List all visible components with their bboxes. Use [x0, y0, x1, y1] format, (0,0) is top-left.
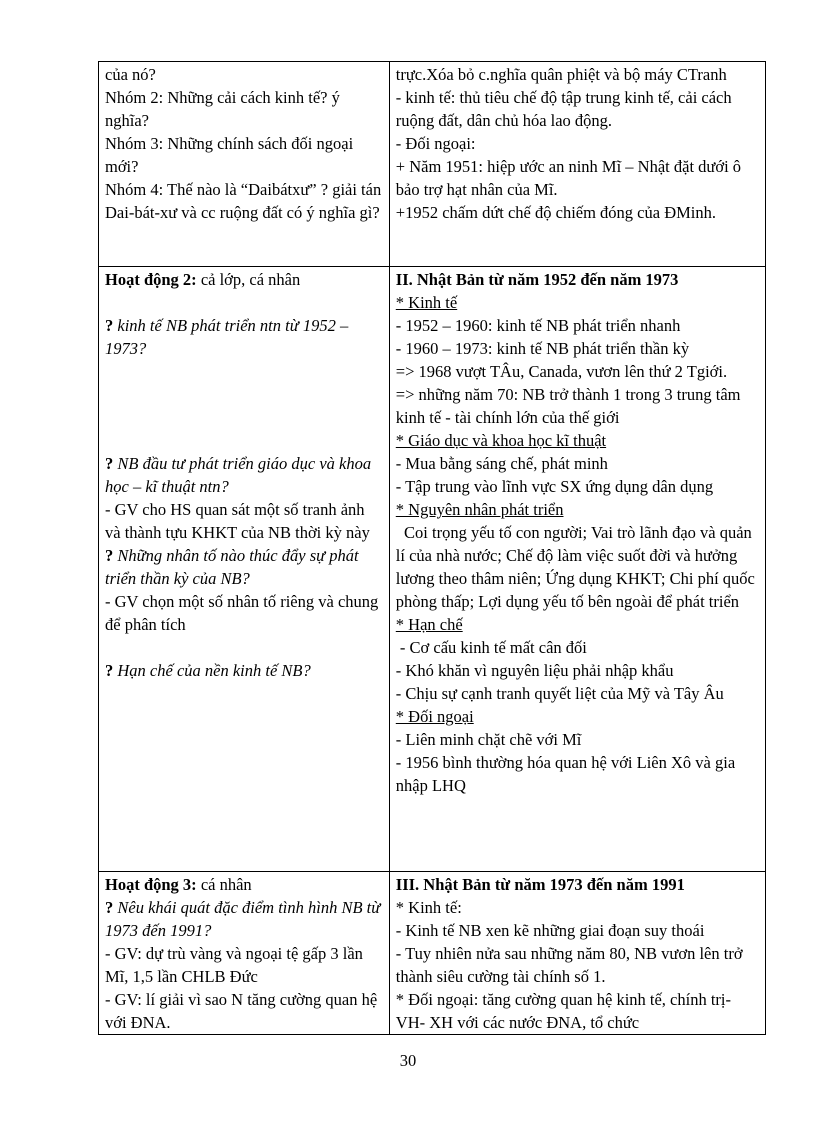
text-line: - 1952 – 1960: kinh tế NB phát triển nhanh	[395, 316, 681, 335]
table-row	[99, 872, 766, 1035]
question-text: NB đầu tư phát triển giáo dục và khoa học – kĩ thuật ntn?	[105, 454, 372, 496]
question-text: Hạn chế của nền kinh tế NB?	[113, 661, 311, 680]
activity-mode: cả lớp, cá nhân	[196, 270, 301, 289]
text-line: + Năm 1951: hiệp ước an ninh Mĩ – Nhật đặt dưới ô bảo trợ hạt nhân của Mĩ.	[395, 157, 742, 199]
text-paragraph: Coi trọng yếu tố con người; Vai trò lãnh đạo và quản lí của nhà nước; Chế độ làm việc suốt đời và hưởng lương theo thâm niên; Ứng dụng KHKT; Chi phí quốc phòng thấp; Lợi dụng yếu tố bên ngoài để phát triển	[395, 523, 759, 611]
question-mark: ?	[105, 546, 114, 565]
text-line: - kinh tế: thủ tiêu chế độ tập trung kinh tế, cải cách ruộng đất, dân chủ hóa lao động.	[395, 88, 732, 130]
text-line: - Tuy nhiên nửa sau những năm 80, NB vươn lên trở thành siêu cường tài chính số 1.	[395, 944, 743, 986]
teacher-note: - GV: lí giải vì sao N tăng cường quan hệ với ĐNA.	[105, 990, 378, 1032]
teacher-note: - GV chọn một số nhân tố riêng và chung để phân tích	[105, 592, 379, 634]
section-heading: II. Nhật Bản từ năm 1952 đến năm 1973	[395, 270, 679, 289]
question	[105, 659, 383, 682]
subsection-title: * Kinh tế	[395, 293, 458, 312]
text-line: - Chịu sự cạnh tranh quyết liệt của Mỹ và Tây Âu	[395, 684, 724, 703]
text-line: * Đối ngoại: tăng cường quan hệ kinh tế, chính trị-VH- XH với các nước ĐNA, tổ chức	[395, 990, 732, 1032]
text-line: - Kinh tế NB xen kẽ những giai đoạn suy thoái	[395, 921, 705, 940]
text-line: - Khó khăn vì nguyên liệu phải nhập khẩu	[395, 661, 674, 680]
activity-heading	[105, 268, 383, 291]
table-row	[99, 267, 766, 872]
question-mark: ?	[105, 898, 114, 917]
table-row	[99, 62, 766, 267]
question	[105, 452, 383, 498]
teacher-note: - GV cho HS quan sát một số tranh ảnh và thành tựu KHKT của NB thời kỳ này	[105, 500, 370, 542]
question	[105, 896, 383, 942]
section-heading: III. Nhật Bản từ năm 1973 đến năm 1991	[395, 875, 685, 894]
text-line: Nhóm 2: Những cải cách kinh tế? ý nghĩa?	[105, 88, 340, 130]
question-mark: ?	[105, 316, 114, 335]
text-line: - Mua bằng sáng chế, phát minh	[395, 454, 608, 473]
text-line: Nhóm 4: Thế nào là “Daibátxư” ? giải tán Dai-bát-xư và cc ruộng đất có ý nghĩa gì?	[105, 180, 382, 222]
activity-heading	[105, 873, 383, 896]
row3-right-cell	[389, 872, 765, 1035]
text-line: - 1960 – 1973: kinh tế NB phát triển thần kỳ	[395, 339, 690, 358]
question-text: kinh tế NB phát triển ntn từ 1952 – 1973?	[105, 316, 349, 358]
text-line: - Cơ cấu kinh tế mất cân đối	[395, 638, 587, 657]
text-line: - Đối ngoại:	[395, 134, 476, 153]
text-line: => những năm 70: NB trở thành 1 trong 3 trung tâm kinh tế - tài chính lớn của thế giới	[395, 385, 741, 427]
text-line: +1952 chấm dứt chế độ chiếm đóng của ĐMinh.	[395, 203, 717, 222]
page-number: 30	[399, 1051, 417, 1070]
question-mark: ?	[105, 454, 114, 473]
text-line: => 1968 vượt TÂu, Canada, vươn lên thứ 2 Tgiới.	[395, 362, 728, 381]
question	[105, 544, 383, 590]
text-line: - 1956 bình thường hóa quan hệ với Liên Xô và gia nhập LHQ	[395, 753, 736, 795]
row1-right-cell	[389, 62, 765, 267]
activity-label: Hoạt động 2:	[105, 270, 197, 289]
row2-left-cell	[99, 267, 390, 872]
row2-right-cell	[389, 267, 765, 872]
text-line: Nhóm 3: Những chính sách đối ngoại mới?	[105, 134, 354, 176]
subsection-title: * Đối ngoại	[395, 707, 474, 726]
text-line: - Tập trung vào lĩnh vực SX ứng dụng dân dụng	[395, 477, 714, 496]
question-mark: ?	[105, 661, 114, 680]
text-line: trực.Xóa bỏ c.nghĩa quân phiệt và bộ máy CTranh	[395, 65, 727, 84]
question-text: Những nhân tố nào thúc đẩy sự phát triển thần kỳ của NB?	[105, 546, 359, 588]
activity-label: Hoạt động 3:	[105, 875, 197, 894]
subsection-title: * Giáo dục và khoa học kĩ thuật	[395, 431, 607, 450]
text-line: của nó?	[105, 65, 156, 84]
question-text: Nêu khái quát đặc điểm tình hình NB từ 1973 đến 1991?	[105, 898, 381, 940]
teacher-note: - GV: dự trù vàng và ngoại tệ gấp 3 lần Mĩ, 1,5 lần CHLB Đức	[105, 944, 363, 986]
text-line: * Kinh tế:	[395, 898, 462, 917]
subsection-title: * Nguyên nhân phát triển	[395, 500, 564, 519]
lesson-table	[98, 61, 766, 1035]
question	[105, 314, 383, 360]
row3-left-cell	[99, 872, 390, 1035]
activity-mode: cá nhân	[196, 875, 252, 894]
subsection-title: * Hạn chế	[395, 615, 463, 634]
text-line: - Liên minh chặt chẽ với Mĩ	[395, 730, 582, 749]
row1-left-cell	[99, 62, 390, 267]
